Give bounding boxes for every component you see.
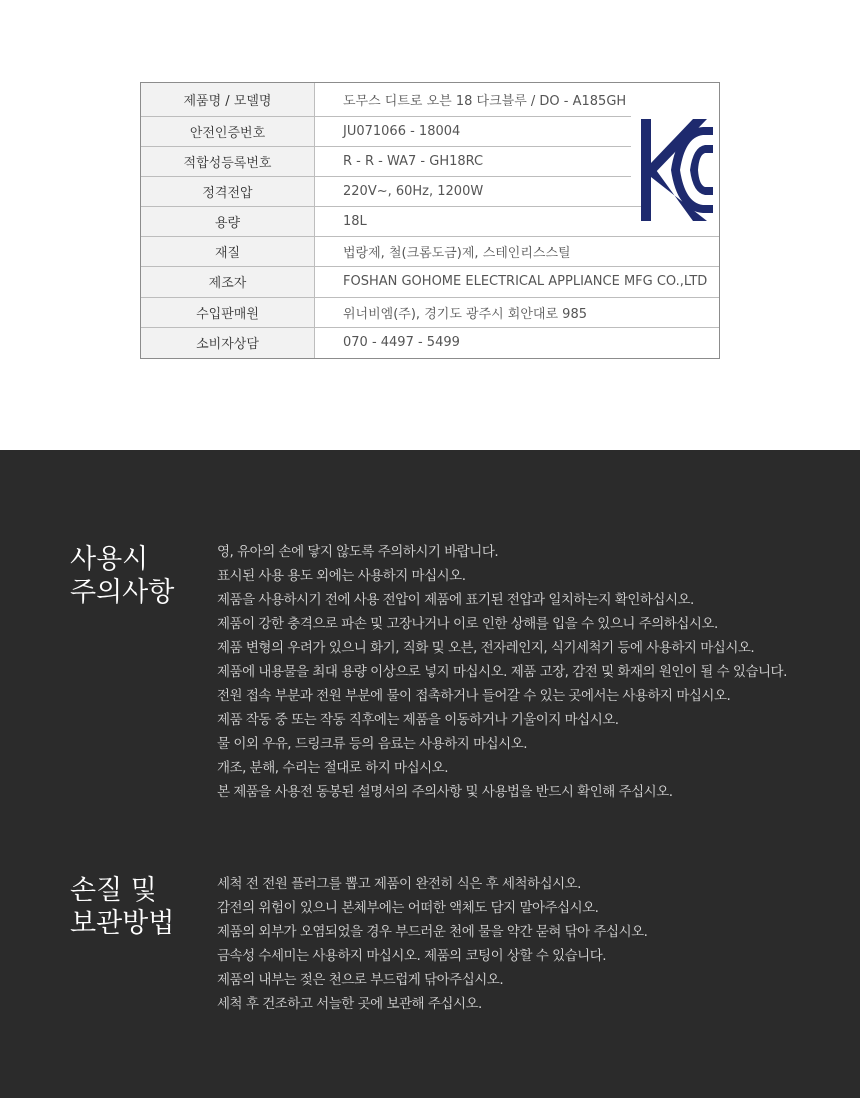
spec-value: 070 - 4497 - 5499 <box>343 335 460 350</box>
care-title-line2: 보관방법 <box>70 908 175 939</box>
list-item: 제품의 외부가 오염되었을 경우 부드러운 천에 물을 약간 묻혀 닦아 주십시오. <box>217 924 648 940</box>
spec-label: 제조자 <box>141 266 315 297</box>
spec-label: 용량 <box>141 206 315 236</box>
caution-title <box>70 543 174 609</box>
list-item: 감전의 위험이 있으니 본체부에는 어떠한 액체도 담지 말아주십시오. <box>217 900 599 916</box>
spec-value: 위너비엠(주), 경기도 광주시 회안대로 985 <box>343 306 587 322</box>
list-item: 개조, 분해, 수리는 절대로 하지 마십시오. <box>217 760 448 776</box>
spec-label: 소비자상담 <box>141 327 315 358</box>
list-item: 제품을 사용하시기 전에 사용 전압이 제품에 표기된 전압과 일치하는지 확인하십시오. <box>217 592 694 608</box>
list-item: 물 이외 우유, 드링크류 등의 음료는 사용하지 마십시오. <box>217 736 528 752</box>
list-item: 전원 접속 부분과 전원 부분에 물이 접촉하거나 들어갈 수 있는 곳에서는 사용하지 마십시오. <box>217 688 731 704</box>
table-row <box>141 236 719 266</box>
care-title-line1: 손질 및 <box>70 875 157 906</box>
notice-section <box>0 450 860 1098</box>
list-item: 제품이 강한 충격으로 파손 및 고장나거나 이로 인한 상해를 입을 수 있으니 주의하십시오. <box>217 616 718 632</box>
spec-label: 수입판매원 <box>141 297 315 327</box>
spec-label: 재질 <box>141 236 315 266</box>
row-divider <box>141 327 719 328</box>
care-list <box>217 872 647 1016</box>
spec-label: 안전인증번호 <box>141 116 315 146</box>
spec-value: FOSHAN GOHOME ELECTRICAL APPLIANCE MFG CO.,LTD <box>343 274 708 289</box>
list-item: 본 제품을 사용전 동봉된 설명서의 주의사항 및 사용법을 반드시 확인해 주십시오. <box>217 784 673 800</box>
list-item: 세척 전 전원 플러그를 뽑고 제품이 완전히 식은 후 세척하십시오. <box>217 876 581 892</box>
list-item: 영, 유아의 손에 닿지 않도록 주의하시기 바랍니다. <box>217 544 499 560</box>
caution-title-line1: 사용시 <box>70 544 149 575</box>
kc-mark-icon <box>641 119 713 221</box>
list-item: 표시된 사용 용도 외에는 사용하지 마십시오. <box>217 568 466 584</box>
spec-value: JU071066 - 18004 <box>343 123 461 139</box>
spec-label: 적합성등록번호 <box>141 146 315 176</box>
table-row <box>141 206 719 236</box>
row-divider <box>141 116 631 117</box>
table-row <box>141 83 719 116</box>
caution-list <box>217 540 787 804</box>
table-row <box>141 327 719 358</box>
table-row <box>141 266 719 297</box>
table-row <box>141 116 719 146</box>
row-divider <box>141 146 631 147</box>
list-item: 금속성 수세미는 사용하지 마십시오. 제품의 코팅이 상할 수 있습니다. <box>217 948 607 964</box>
list-item: 제품의 내부는 젖은 천으로 부드럽게 닦아주십시오. <box>217 972 504 988</box>
list-item: 제품 작동 중 또는 작동 직후에는 제품을 이동하거나 기울이지 마십시오. <box>217 712 619 728</box>
row-divider <box>141 206 641 207</box>
care-title <box>70 874 174 940</box>
spec-label: 정격전압 <box>141 176 315 206</box>
spec-value: 법랑제, 철(크롬도금)제, 스테인리스스틸 <box>343 245 571 261</box>
row-divider <box>141 266 719 267</box>
spec-label: 제품명 / 모델명 <box>141 83 315 116</box>
spec-value: 도무스 디트로 오븐 18 다크블루 / DO - A185GH <box>343 94 627 109</box>
spec-value: 18L <box>343 213 367 229</box>
table-row <box>141 297 719 327</box>
row-divider <box>141 176 631 177</box>
spec-value: R - R - WA7 - GH18RC <box>343 153 484 169</box>
row-divider <box>141 297 719 298</box>
row-divider <box>141 236 719 237</box>
list-item: 제품에 내용물을 최대 용량 이상으로 넣지 마십시오. 제품 고장, 감전 및 화재의 원인이 될 수 있습니다. <box>217 664 787 680</box>
caution-title-line2: 주의사항 <box>70 577 175 608</box>
table-row <box>141 146 719 176</box>
table-row <box>141 176 719 206</box>
spec-value: 220V~, 60Hz, 1200W <box>343 183 484 199</box>
product-info-section <box>0 0 860 450</box>
spec-table <box>140 82 720 359</box>
list-item: 세척 후 건조하고 서늘한 곳에 보관해 주십시오. <box>217 996 482 1012</box>
list-item: 제품 변형의 우려가 있으니 화기, 직화 및 오븐, 전자레인지, 식기세척기 등에 사용하지 마십시오. <box>217 640 755 656</box>
